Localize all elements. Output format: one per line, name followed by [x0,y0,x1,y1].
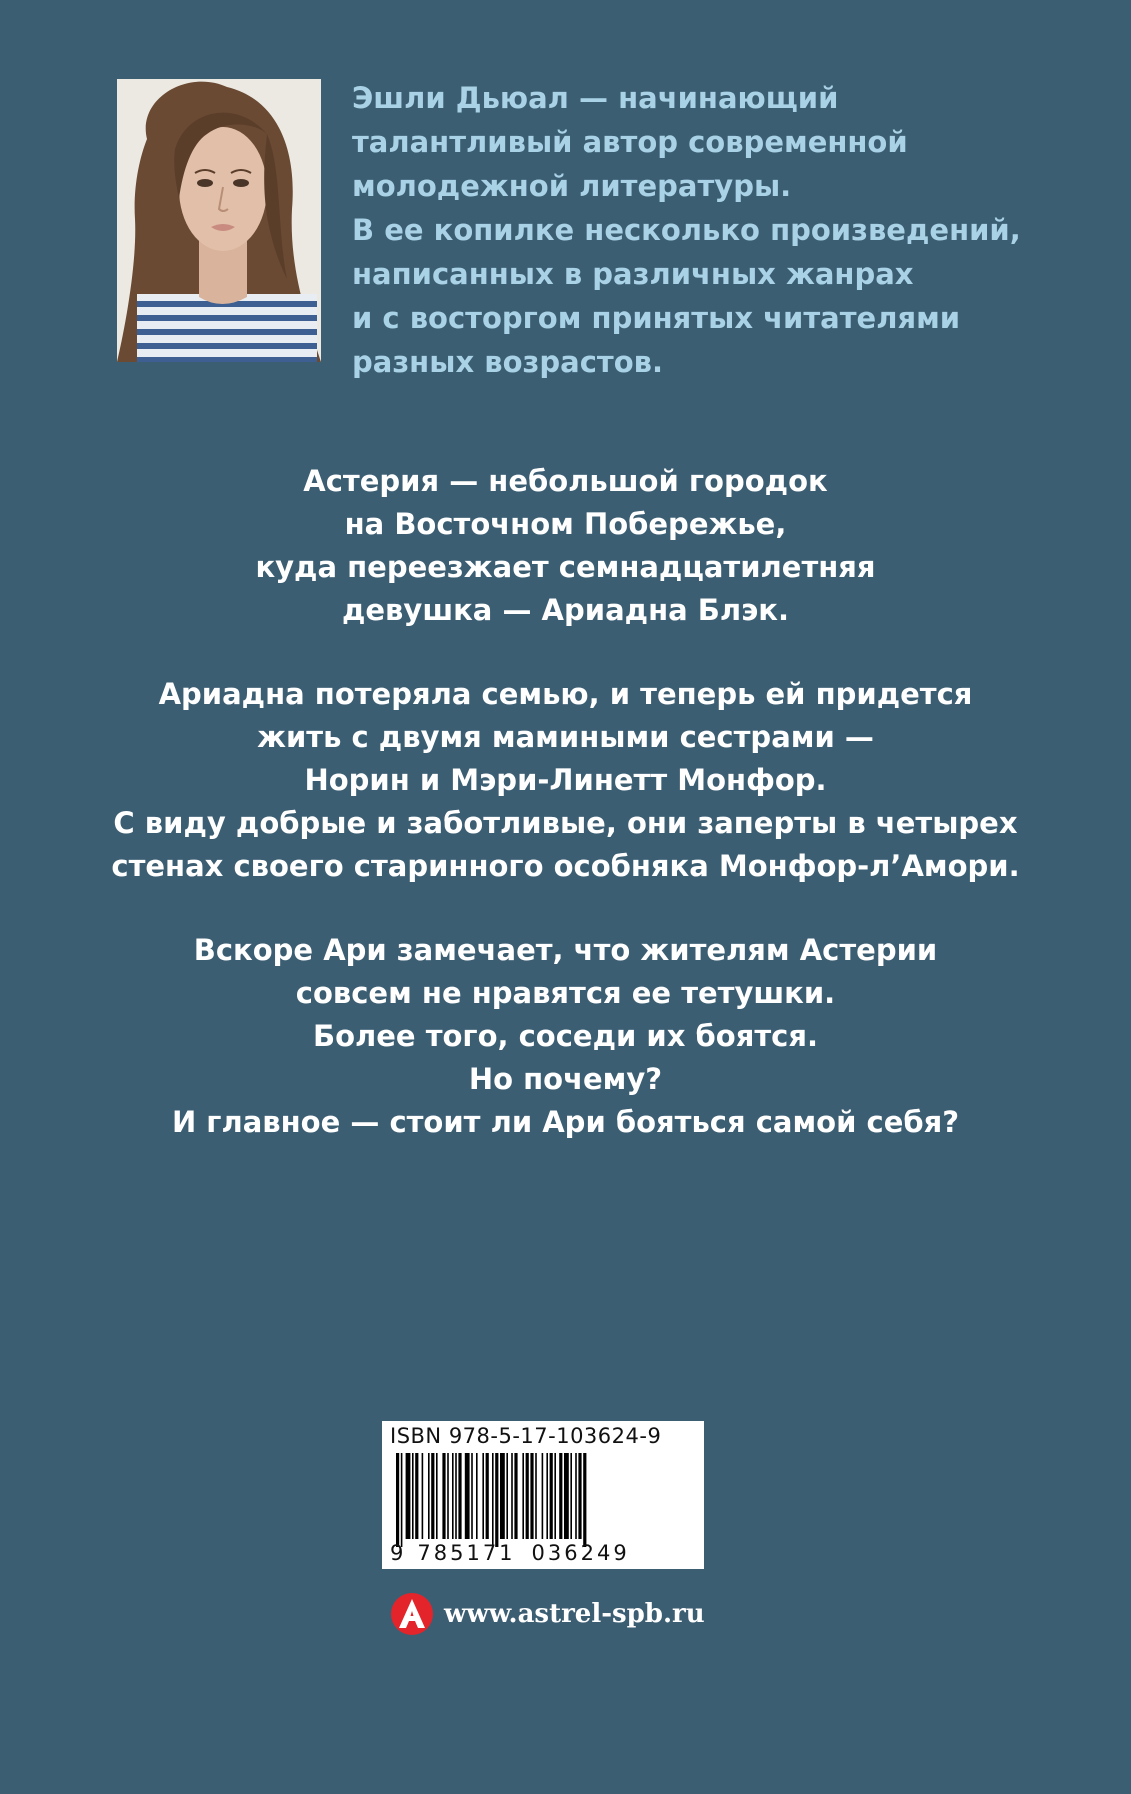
bio-line: Эшли Дьюал — начинающий [352,81,839,115]
ean-group-right: 036249 [531,1541,630,1565]
blurb-line: Более того, соседи их боятся. [313,1019,818,1053]
publisher-info [390,1590,705,1638]
ean-digits [390,1541,630,1565]
isbn-barcode [382,1421,704,1569]
blurb-line: на Восточном Побережье, [344,507,787,541]
bio-line: молодежной литературы. [352,169,792,203]
blurb-line: куда переезжает семнадцатилетняя [255,550,876,584]
blurb-line: И главное — стоит ли Ари бояться самой себя? [171,1105,960,1139]
blurb-paragraph [40,929,1091,1144]
blurb-line: совсем не нравятся ее тетушки. [295,976,836,1010]
blurb-line: Норин и Мэри-Линетт Монфор. [304,763,827,797]
blurb-line: Ариадна потеряла семью, и теперь ей придется [158,677,973,711]
blurb-paragraph [40,460,1091,632]
isbn-number: ISBN 978-5-17-103624-9 [390,1424,662,1448]
author-photo [117,79,321,362]
book-blurb [40,460,1091,1185]
astrel-a-logo-icon [390,1592,434,1636]
ean-group-left: 785171 [417,1541,516,1565]
blurb-line: Вскоре Ари замечает, что жителям Астерии [193,933,938,967]
author-bio [352,76,1052,384]
publisher-website: www.astrel-spb.ru [444,1599,705,1629]
blurb-line: С виду добрые и заботливые, они заперты в четырех [113,806,1018,840]
barcode-bars [396,1453,692,1547]
ean-lead-digit: 9 [390,1541,404,1565]
blurb-line: Астерия — небольшой городок [303,464,828,498]
blurb-line: жить с двумя мамиными сестрами — [257,720,874,754]
blurb-line: девушка — Ариадна Блэк. [341,593,790,627]
bio-line: талантливый автор современной [352,125,908,159]
bio-line: разных возрастов. [352,345,663,379]
bio-line: В ее копилке несколько произведений, [352,213,1021,247]
blurb-line: стенах своего старинного особняка Монфор-л’Амори. [111,849,1020,883]
bio-line: написанных в различных жанрах [352,257,914,291]
blurb-line: Но почему? [468,1062,663,1096]
bio-line: и с восторгом принятых читателями [352,301,961,335]
blurb-paragraph [40,673,1091,888]
